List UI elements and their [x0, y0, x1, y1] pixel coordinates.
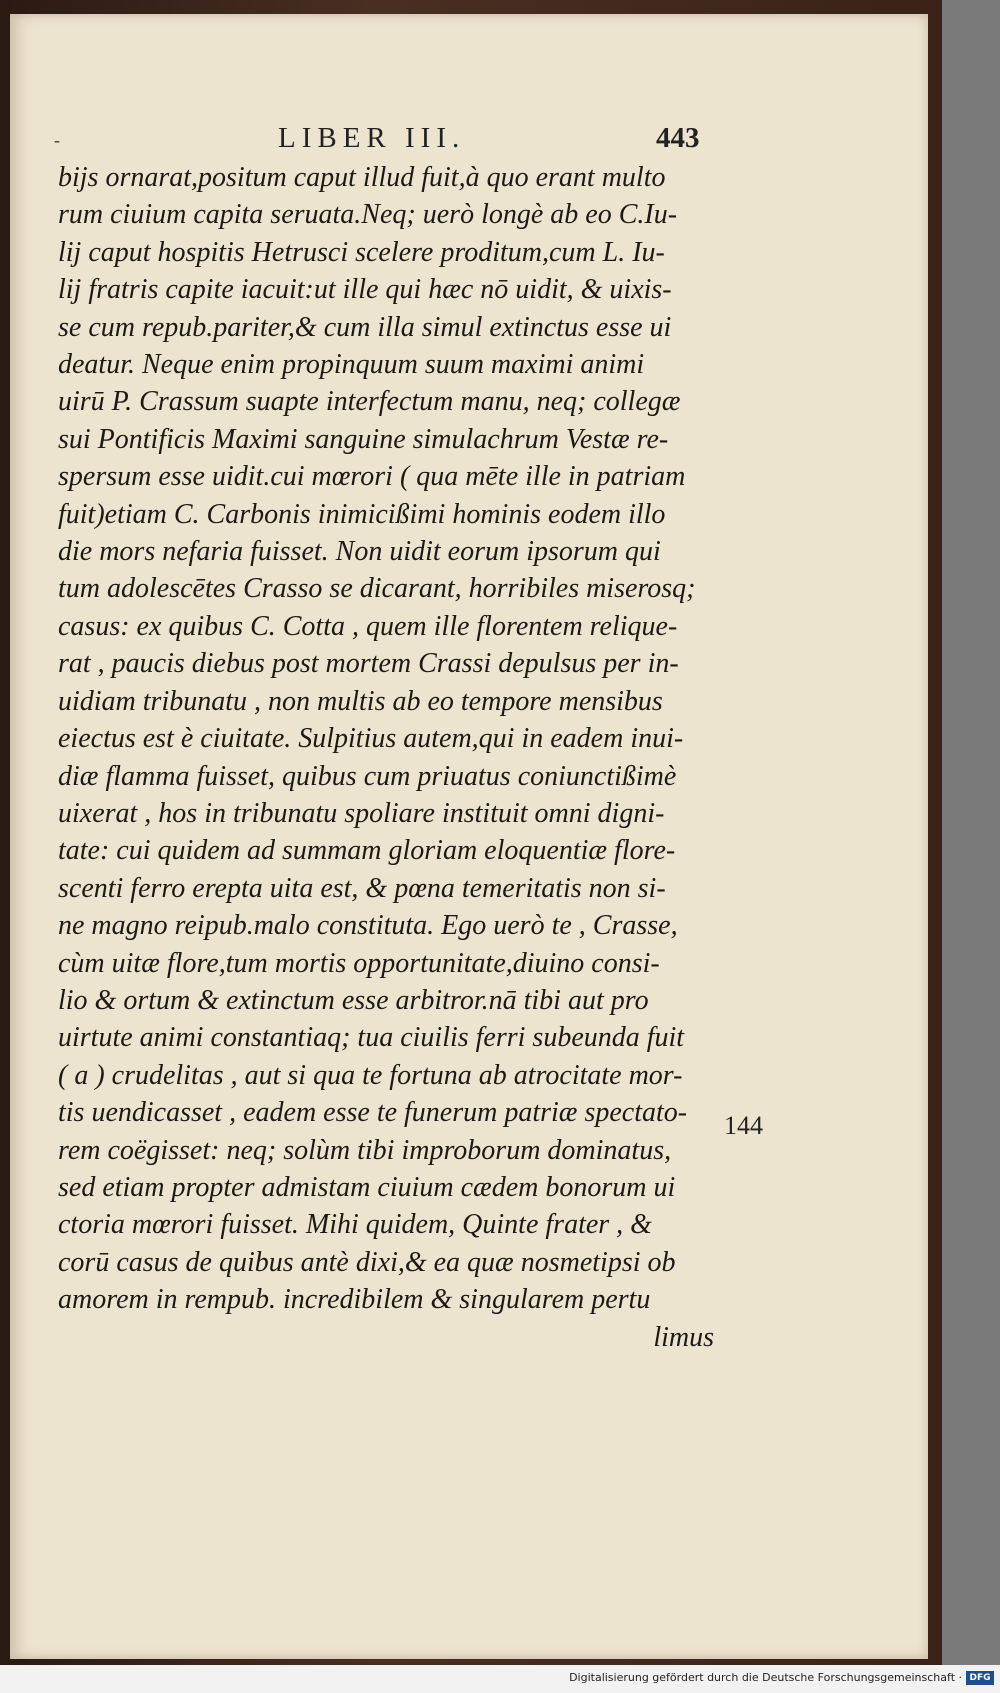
text-line: rem coëgisset: neq; solùm tibi improborum dominatus,	[58, 1134, 672, 1166]
text-line: tate: cui quidem ad summam gloriam eloquentiæ flore-	[58, 835, 676, 867]
text-line: deatur. Neque enim propinquum suum maximi animi	[58, 349, 645, 381]
text-line: uidiam tribunatu , non multis ab eo tempore mensibus	[58, 685, 663, 717]
running-head	[10, 122, 928, 162]
text-line: lio & ortum & extinctum esse arbitror.nā tibi aut pro	[58, 984, 649, 1016]
text-line: ( a ) crudelitas , aut si qua te fortuna ab atrocitate mor-	[58, 1059, 683, 1091]
book-page	[10, 14, 928, 1659]
text-line: amorem in rempub. incredibilem & singularem pertu	[58, 1284, 651, 1316]
text-line: die mors nefaria fuisset. Non uidit eorum ipsorum qui	[58, 536, 661, 568]
text-line: rat , paucis diebus post mortem Crassi depulsus per in-	[58, 648, 679, 680]
text-line: uirū P. Crassum suapte interfectum manu, neq; collegæ	[58, 386, 681, 418]
text-line: rum ciuium capita seruata.Neq; uerò longè ab eo C.Iu-	[58, 199, 678, 231]
text-line: lij fratris capite iacuit:ut ille qui hæc nō uidit, & uixis-	[58, 274, 672, 306]
text-line: uixerat , hos in tribunatu spoliare instituit omni digni-	[58, 797, 665, 829]
body-text	[58, 159, 718, 1356]
text-line: ctoria mœrori fuisset. Mihi quidem, Quinte frater , &	[58, 1209, 652, 1241]
dfg-logo: DFG	[966, 1671, 994, 1685]
text-line: uirtute animi constantiaq; tua ciuilis ferri subeunda fuit	[58, 1022, 685, 1054]
head-mark: -	[54, 130, 60, 150]
text-line: spersum esse uidit.cui mœrori ( qua mēte ille in patriam	[58, 461, 686, 493]
text-line: corū casus de quibus antè dixi,& ea quæ nosmetipsi ob	[58, 1246, 676, 1278]
text-line: sui Pontificis Maximi sanguine simulachrum Vestæ re-	[58, 423, 669, 455]
text-line: sed etiam propter admistam ciuium cædem bonorum ui	[58, 1171, 676, 1203]
text-line: fuit)etiam C. Carbonis inimicißimi hominis eodem illo	[58, 498, 666, 530]
catchword: limus	[653, 1321, 714, 1353]
text-line: cùm uitæ flore,tum mortis opportunitate,diuino consi-	[58, 947, 660, 979]
text-line: bijs ornarat,positum caput illud fuit,à quo erant multo	[58, 162, 666, 193]
text-line: tum adolescētes Crasso se dicarant, horribiles miserosq;	[58, 573, 696, 605]
text-line: lij caput hospitis Hetrusci scelere proditum,cum L. Iu-	[58, 236, 665, 268]
footer-credit: Digitalisierung gefördert durch die Deutsche Forschungsgemeinschaft ·	[569, 1671, 962, 1684]
text-line: ne magno reipub.malo constituta. Ego uerò te , Crasse,	[58, 910, 678, 942]
text-line: eiectus est è ciuitate. Sulpitius autem,qui in eadem inui-	[58, 723, 684, 755]
text-line: se cum repub.pariter,& cum illa simul extinctus esse ui	[58, 311, 672, 343]
text-line: casus: ex quibus C. Cotta , quem ille florentem relique-	[58, 610, 678, 642]
page-number: 443	[656, 122, 700, 154]
text-line: diæ flamma fuisset, quibus cum priuatus coniunctißimè	[58, 760, 677, 792]
digitization-footer	[0, 1665, 1000, 1693]
margin-note: 144	[724, 1111, 763, 1140]
text-line: scenti ferro erepta uita est, & pœna temeritatis non si-	[58, 872, 666, 904]
running-head-title: LIBER III.	[278, 122, 466, 154]
text-line: tis uendicasset , eadem esse te funerum patriæ spectato-	[58, 1097, 688, 1129]
